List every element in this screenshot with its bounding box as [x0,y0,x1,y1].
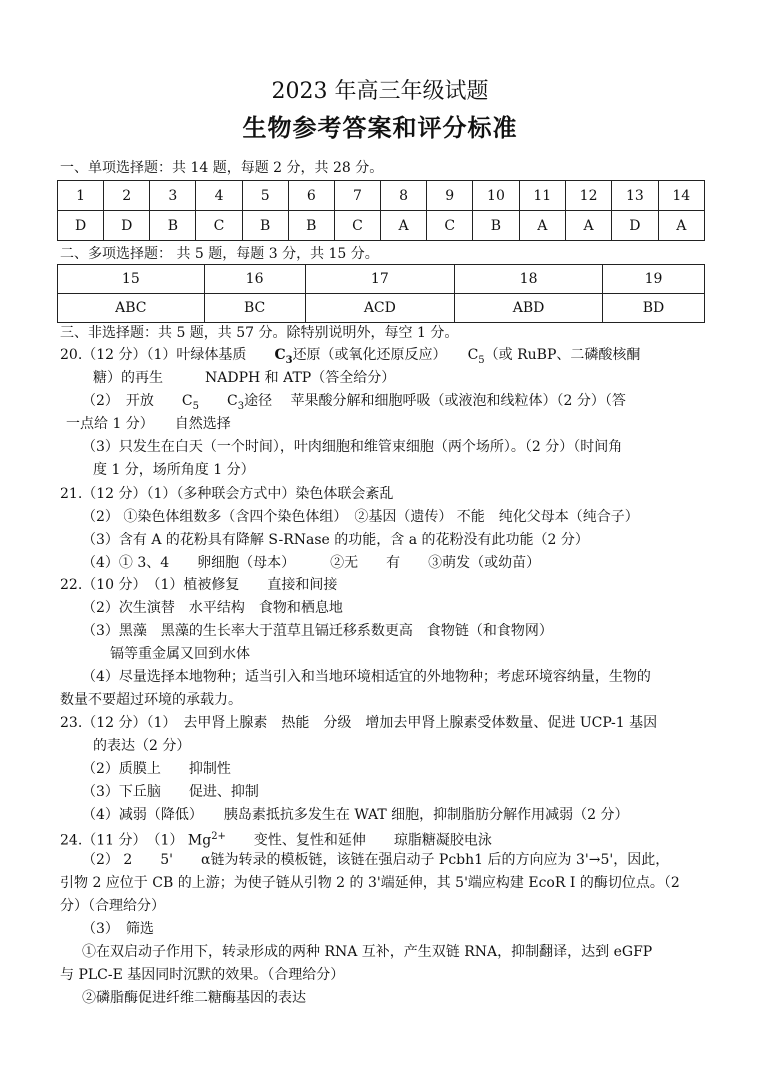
q24-line3: 引物 2 应位于 CB 的上游；为使子链从引物 2 的 3'端延伸，其 5'端应构建 EcoR I 的酶切位点。（2 [60,875,680,891]
q22-line5: （4）尽量选择本地物种；适当引入和当地环境相适宜的外地物种；考虑环境容纳量，生物的 [82,669,651,685]
multi-choice-number-cell: 19 [602,265,704,294]
q22-line6: 数量不要超过环境的承载力。 [60,692,242,708]
q23-line1: 23.（12 分）（1） 去甲肾上腺素 热能 分级 增加去甲肾上腺素受体数量、促进 UCP-1 基因 [60,715,658,731]
single-choice-number-cell: 2 [104,181,150,211]
c5-formula [467,347,485,366]
q20-text-d: （2） 开放 [82,393,182,409]
single-choice-answer-cell: A [565,211,611,241]
q24-line6: ①在双启动子作用下，转录形成的两种 RNA 互补，产生双链 RNA，抑制翻译，达到 eGFP [82,944,653,960]
single-choice-answer-cell: B [288,211,334,241]
single-choice-number-cell: 6 [288,181,334,211]
q24-line4: 分）（合理给分） [60,898,165,914]
single-choice-number-cell: 1 [58,181,104,211]
multi-choice-answer-cell: BD [602,294,704,323]
single-choice-number-cell: 10 [473,181,519,211]
single-choice-number-cell: 3 [150,181,196,211]
q20-line2: 糖）的再生 NADPH 和 ATP（答全给分） [93,370,396,386]
q24-text-b: 变性、复性和延伸 琼脂糖凝胶电泳 [225,832,492,849]
single-choice-answer-cell: D [58,211,104,241]
q22-line1: 22.（10 分） （1）植被修复 直接和间接 [60,577,338,593]
c3-formula [274,347,293,366]
c3-letter: C [274,347,286,363]
single-choice-number-cell: 4 [196,181,242,211]
multi-choice-number-cell: 15 [58,265,205,294]
multi-choice-answer-row [58,294,705,323]
single-choice-answer-cell: D [104,211,150,241]
c5b-subscript: 5 [192,400,200,412]
multi-choice-answer-cell: ACD [305,294,455,323]
q23-line3: （2）质膜上 抑制性 [82,761,231,777]
q20-line5: （3）只发生在白天（一个时间），叶肉细胞和维管束细胞（两个场所）。（2 分）（时间角 [82,439,623,455]
single-choice-answer-cell: B [150,211,196,241]
q23-line5: （4）减弱（降低） 胰岛素抵抗多发生在 WAT 细胞，抑制脂肪分解作用减弱（2 分） [82,807,629,823]
q20-text-a: 20.（12 分）（1）叶绿体基质 [60,347,275,363]
single-choice-answer-cell: C [427,211,473,241]
q20-text-c: （或 RuBP、二磷酸核酮 [484,347,641,363]
q20-line3 [82,391,626,417]
answer-key-title: 生物参考答案和评分标准 [242,113,518,142]
c3b-letter: C [227,393,238,409]
section1-heading: 一、单项选择题：共 14 题，每题 2 分，共 28 分。 [60,160,384,176]
multi-choice-number-cell: 16 [204,265,305,294]
multi-choice-answer-cell: BC [204,294,305,323]
multi-choice-answer-cell: ABC [58,294,205,323]
single-choice-table [57,180,705,241]
multi-choice-answer-cell: ABD [455,294,603,323]
q21-line1: 21.（12 分）（1）（多种联会方式中）染色体联会紊乱 [60,486,394,502]
single-choice-number-cell: 11 [519,181,565,211]
multi-choice-number-row [58,265,705,294]
single-choice-number-cell: 14 [658,181,704,211]
single-choice-answer-cell: A [519,211,565,241]
single-choice-number-cell: 5 [242,181,288,211]
c3b-formula [227,393,245,412]
q21-line4: （4）① 3、4 卵细胞（母本） ②无 有 ③萌发（或幼苗） [82,555,541,571]
c5-letter: C [467,347,479,363]
q20-line1 [60,345,640,371]
single-choice-answer-cell: A [381,211,427,241]
c5-subscript: 5 [478,354,485,366]
q21-line2: （2） ①染色体组数多（含四个染色体组） ②基因（遗传） 不能 纯化父母本（纯合子） [82,509,639,525]
multi-choice-number-cell: 18 [455,265,603,294]
q20-line4: 一点给 1 分） 自然选择 [66,416,231,432]
single-choice-number-cell: 7 [334,181,380,211]
q23-line2: 的表达（2 分） [93,738,191,754]
single-choice-answer-cell: A [658,211,704,241]
q24-text-a: 24.（11 分） （1） Mg [60,832,212,849]
single-choice-number-cell: 13 [612,181,658,211]
section2-heading: 二、多项选择题： 共 5 题，每题 3 分，共 15 分。 [60,246,379,262]
single-choice-answer-cell: D [612,211,658,241]
multi-choice-number-cell: 17 [305,265,455,294]
single-choice-number-cell: 8 [381,181,427,211]
c5b-letter: C [181,393,193,409]
q24-line2: （2） 2 5' α链为转录的模板链，该链在强启动子 Pcbh1 后的方向应为 3'→5'，因此， [82,852,670,868]
c5b-formula [181,393,200,412]
q23-line4: （3）下丘脑 促进、抑制 [82,784,259,800]
single-choice-number-cell: 12 [565,181,611,211]
mg-superscript: 2+ [211,831,226,842]
q20-text-e [199,393,227,409]
single-choice-number-row [58,181,705,211]
c3-subscript: 3 [285,354,293,366]
q21-line3: （3）含有 A 的花粉具有降解 S-RNase 的功能，含 a 的花粉没有此功能（2 分） [82,532,589,548]
q20-text-f: 途径 苹果酸分解和细胞呼吸（或液泡和线粒体）（2 分）（答 [244,393,626,409]
exam-title: 2023 年高三年级试题 [271,79,489,104]
single-choice-number-cell: 9 [427,181,473,211]
q24-line5: （3） 筛选 [82,921,154,937]
single-choice-answer-cell: C [334,211,380,241]
q22-line2: （2）次生演替 水平结构 食物和栖息地 [82,600,343,616]
single-choice-answer-cell: B [473,211,519,241]
q24-line8: ②磷脂酶促进纤维二糖酶基因的表达 [82,990,306,1006]
q24-line1 [60,827,492,851]
single-choice-answer-cell: B [242,211,288,241]
section3-heading: 三、非选择题：共 5 题，共 57 分。除特别说明外，每空 1 分。 [60,325,459,341]
multi-choice-table [57,264,705,323]
single-choice-answer-row [58,211,705,241]
q20-text-b: 还原（或氧化还原反应） [292,347,468,363]
single-choice-answer-cell: C [196,211,242,241]
q22-line3: （3）黑藻 黑藻的生长率大于菹草且镉迁移系数更高 食物链（和食物网） [82,623,553,639]
q24-line7: 与 PLC-E 基因同时沉默的效果。（合理给分） [60,967,345,983]
q20-line6: 度 1 分，场所角度 1 分） [93,462,255,478]
c3b-subscript: 3 [237,400,245,412]
q22-line4: 镉等重金属又回到水体 [110,646,250,662]
